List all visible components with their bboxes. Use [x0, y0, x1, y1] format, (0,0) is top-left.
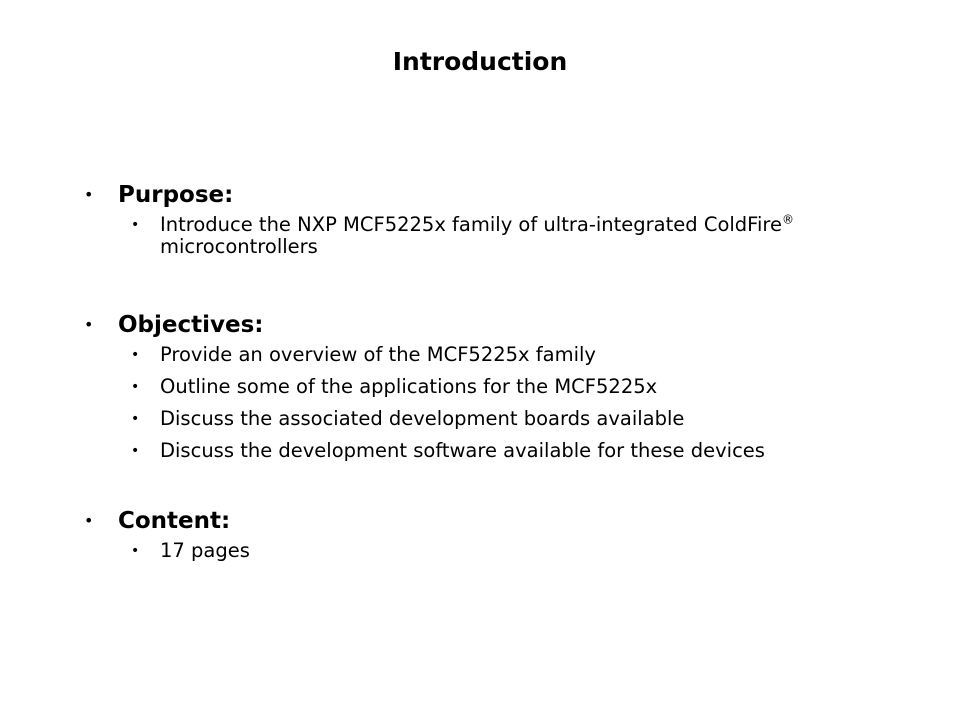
list-item — [131, 344, 934, 366]
section-heading-row — [84, 504, 934, 538]
list-item-text-start: Introduce the NXP MCF5225x family of ultra-integrated ColdFire — [160, 213, 782, 236]
list-item — [131, 376, 934, 398]
list-item — [131, 408, 934, 430]
list-item — [131, 214, 934, 258]
section-heading: Objectives: — [118, 312, 264, 338]
section-purpose — [84, 178, 934, 268]
list-item-text — [160, 214, 934, 258]
bullet-icon: • — [131, 443, 140, 459]
list-item-text: Discuss the associated development boards available — [160, 407, 685, 430]
list-item-text: Outline some of the applications for the MCF5225x — [160, 375, 658, 398]
bullet-icon: • — [84, 185, 94, 204]
bullet-icon: • — [131, 347, 140, 363]
list-item — [131, 540, 934, 562]
bullet-list — [84, 540, 934, 562]
section-heading-row — [84, 308, 934, 342]
bullet-list — [84, 344, 934, 462]
section-objectives — [84, 308, 934, 472]
section-heading: Purpose: — [118, 182, 234, 208]
bullet-icon: • — [131, 217, 140, 233]
list-item-text: 17 pages — [160, 539, 250, 562]
slide-title: Introduction — [392, 47, 568, 76]
section-content — [84, 504, 934, 572]
list-item-text: Discuss the development software available for these devices — [160, 439, 765, 462]
bullet-icon: • — [131, 379, 140, 395]
bullet-icon: • — [84, 315, 94, 334]
bullet-list — [84, 214, 934, 258]
bullet-icon: • — [84, 511, 94, 530]
registered-mark: ® — [781, 212, 794, 227]
list-item-text: Provide an overview of the MCF5225x family — [160, 343, 596, 366]
list-item — [131, 440, 934, 462]
list-item-text-end: microcontrollers — [160, 235, 318, 258]
section-heading-row — [84, 178, 934, 212]
bullet-icon: • — [131, 543, 140, 559]
section-heading: Content: — [118, 508, 231, 534]
bullet-icon: • — [131, 411, 140, 427]
